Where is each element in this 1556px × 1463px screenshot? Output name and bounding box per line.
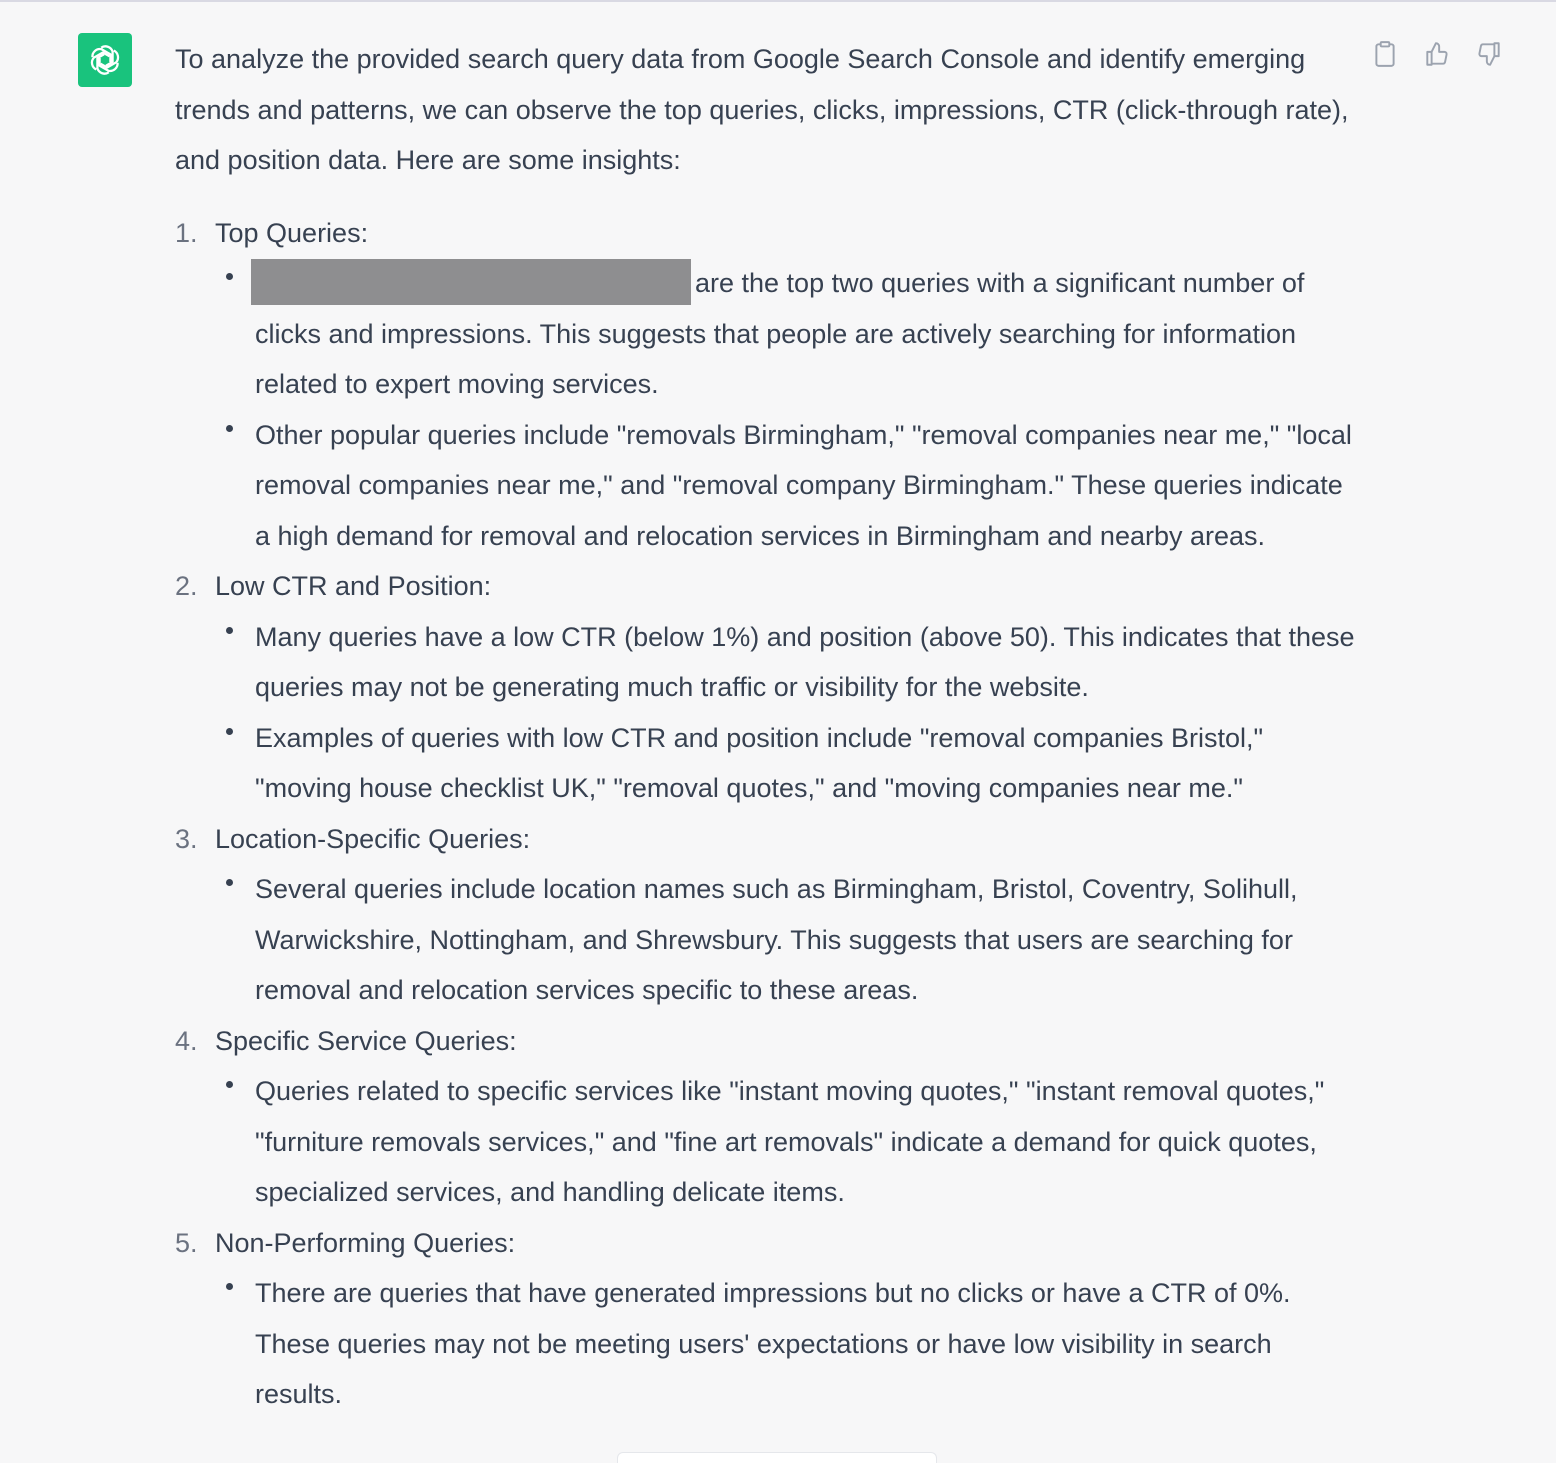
point-title: Top Queries: (215, 217, 369, 248)
sub-item (215, 864, 1365, 1016)
sub-item (215, 612, 1365, 713)
sub-item (215, 258, 1365, 410)
list-number: 3. (175, 823, 198, 854)
copy-button[interactable] (1370, 38, 1400, 70)
redacted-block (251, 259, 691, 305)
sub-item-text: are the top two queries with a significant number of clicks and impressions. This suggests that people are actively searching for information related to expert moving services. (255, 268, 1305, 399)
point-title: Low CTR and Position: (215, 571, 492, 601)
thumbs-up-icon (1424, 40, 1450, 68)
insights-list (175, 208, 1365, 1420)
sub-item (215, 1268, 1365, 1420)
message-actions (1370, 38, 1504, 70)
list-item (175, 814, 1365, 1016)
copy-icon (1372, 40, 1398, 68)
list-number: 5. (175, 1227, 198, 1258)
thumbs-down-icon (1476, 40, 1502, 68)
list-item (175, 561, 1365, 814)
sub-item-text: Examples of queries with low CTR and position include "removal companies Bristol," "moving house checklist UK," "removal quotes," and "moving companies near me." (255, 722, 1264, 803)
thumbs-down-button[interactable] (1474, 38, 1504, 70)
sub-item-text: Several queries include location names such as Birmingham, Bristol, Coventry, Solihull, Warwickshire, Nottingham, and Shrewsbury. This suggests that users are searching for removal and relocation services specific to these areas. (255, 874, 1298, 1005)
list-number: 2. (175, 571, 198, 601)
list-number: 1. (175, 217, 198, 248)
sub-list (215, 612, 1365, 814)
sub-item-text: There are queries that have generated impressions but no clicks or have a CTR of 0%. These queries may not be meeting users' expectations or have low visibility in search results. (255, 1278, 1291, 1409)
sub-item-text: Many queries have a low CTR (below 1%) and position (above 50). This indicates that these queries may not be generating much traffic or visibility for the website. (255, 621, 1355, 702)
list-number: 4. (175, 1025, 198, 1056)
sub-item (215, 713, 1365, 814)
sub-item (215, 1066, 1365, 1218)
openai-logo-icon (86, 41, 124, 79)
point-title: Non-Performing Queries: (215, 1227, 516, 1258)
sub-item-text: Queries related to specific services like "instant moving quotes," "instant removal quotes," "furniture removals services," and "fine art removals" indicate a demand for quick quotes, specialized services, and handling delicate items. (255, 1076, 1325, 1207)
sub-item-text: Other popular queries include "removals Birmingham," "removal companies near me," "local removal companies near me," and "removal company Birmingham." These queries indicate a high demand for removal and relocation services in Birmingham and nearby areas. (255, 419, 1352, 551)
list-item (175, 208, 1365, 562)
sub-list (215, 864, 1365, 1016)
list-item (175, 1218, 1365, 1420)
message-intro: To analyze the provided search query data from Google Search Console and identify emerging trends and patterns, we can observe the top queries, clicks, impressions, CTR (click-through rate), and position data. Here are some insights: (175, 44, 1349, 175)
top-divider (0, 0, 1556, 2)
sub-list (215, 258, 1365, 561)
sub-list (215, 1066, 1365, 1218)
thumbs-up-button[interactable] (1422, 38, 1452, 70)
assistant-avatar (78, 33, 132, 87)
assistant-message (175, 34, 1365, 1420)
point-title: Location-Specific Queries: (215, 823, 531, 854)
point-title: Specific Service Queries: (215, 1025, 517, 1056)
sub-item (215, 410, 1365, 562)
list-item (175, 1016, 1365, 1218)
sub-list (215, 1268, 1365, 1420)
